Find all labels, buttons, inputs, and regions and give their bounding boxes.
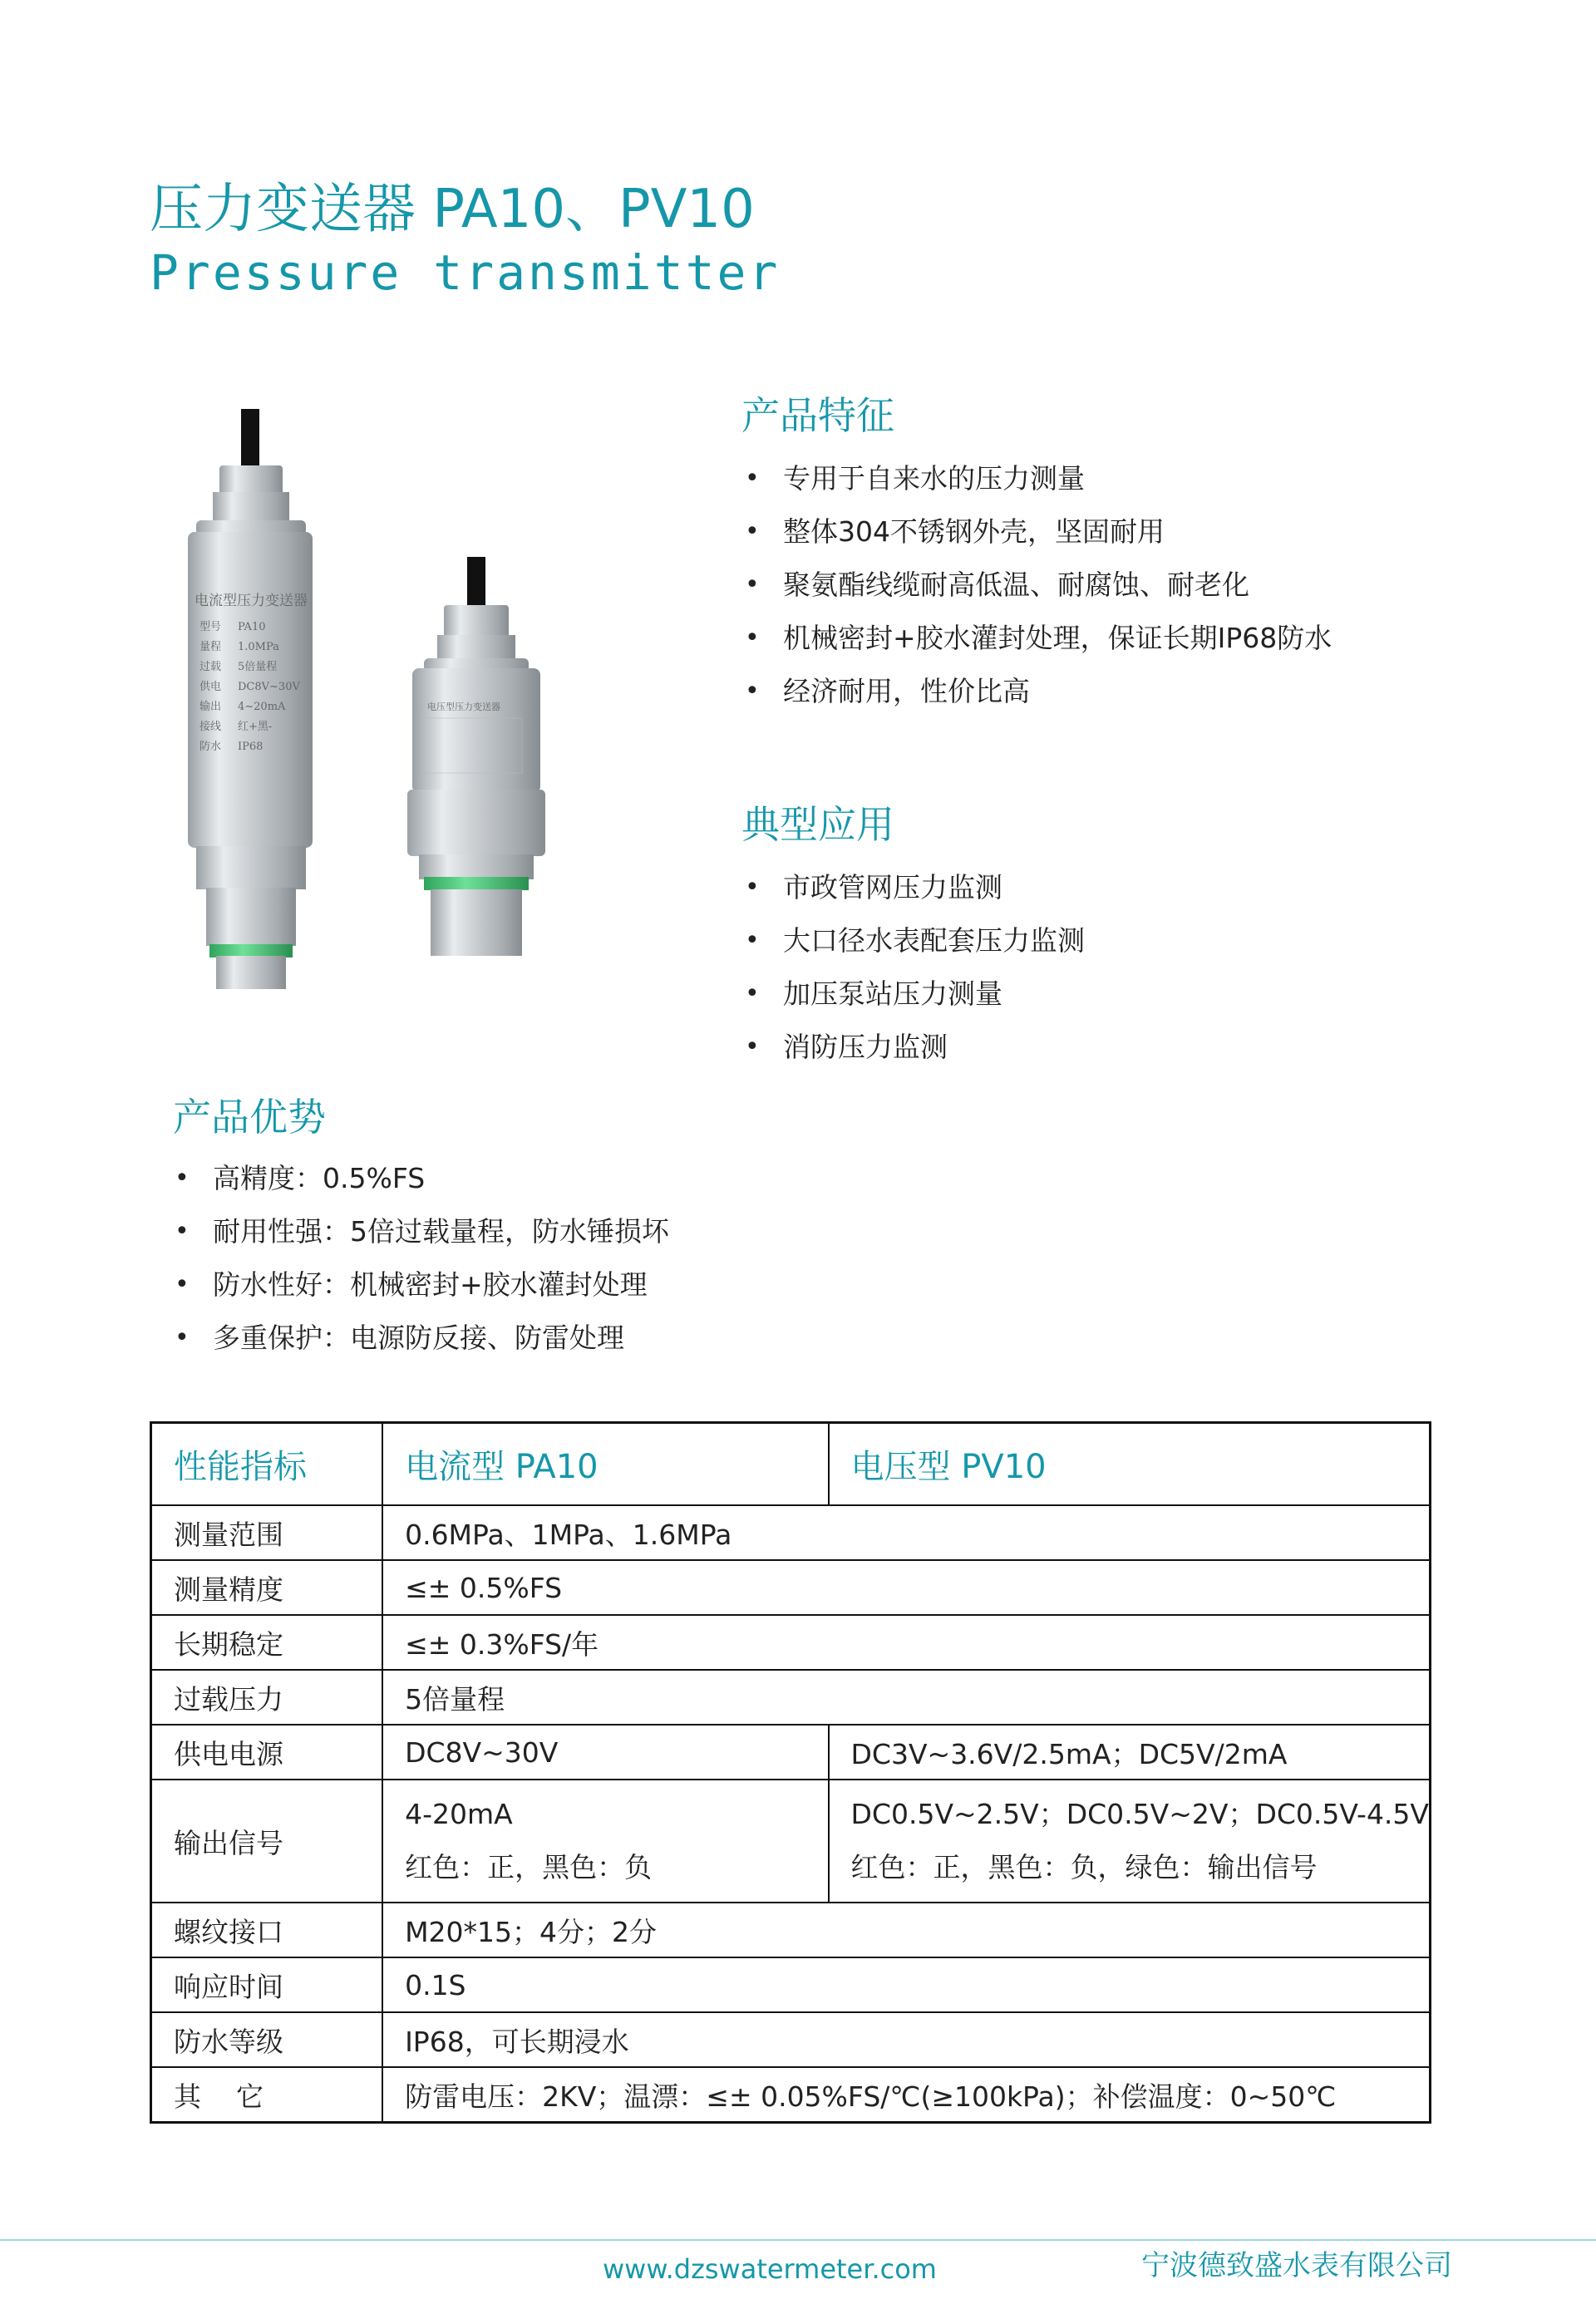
applications-heading: 典型应用 xyxy=(741,802,894,847)
row-value: 5倍量程 xyxy=(382,1670,1430,1725)
svg-text:IP68: IP68 xyxy=(238,741,264,753)
row-label: 测量范围 xyxy=(151,1505,383,1560)
svg-text:红+黑-: 红+黑- xyxy=(238,721,273,733)
row-value: 0.6MPa、1MPa、1.6MPa xyxy=(382,1505,1430,1560)
row-value-pv10 xyxy=(829,1780,1431,1903)
svg-text:供电: 供电 xyxy=(200,681,222,693)
list-item: • 耐用性强：5倍过载量程，防水锤损坏 xyxy=(175,1215,669,1248)
list-item: • 机械密封+胶水灌封处理，保证长期IP68防水 xyxy=(745,622,1332,654)
table-header-cell: 电流型 PA10 xyxy=(382,1423,828,1506)
list-item: • 多重保护：电源防反接、防雷处理 xyxy=(175,1322,624,1354)
footer-company-name: 宁波德致盛水表有限公司 xyxy=(1141,2249,1452,2282)
row-value: 0.1S xyxy=(382,1957,1430,2012)
row-value: ≤± 0.5%FS xyxy=(382,1560,1430,1615)
table-row xyxy=(151,1957,1431,2012)
row-value-pv10: DC3V~3.6V/2.5mA；DC5V/2mA xyxy=(829,1725,1431,1780)
list-item: • 经济耐用，性价比高 xyxy=(745,675,1030,707)
output-pv10-line2: 红色：正，黑色：负，绿色：输出信号 xyxy=(850,1851,1318,1883)
row-label: 长期稳定 xyxy=(151,1615,383,1670)
svg-text:接线: 接线 xyxy=(200,721,222,733)
applications-list xyxy=(741,861,1085,1074)
row-value: M20*15；4分；2分 xyxy=(382,1903,1430,1957)
svg-text:1.0MPa: 1.0MPa xyxy=(238,641,279,653)
svg-text:5倍量程: 5倍量程 xyxy=(238,661,278,673)
list-item: • 整体304不锈钢外壳，坚固耐用 xyxy=(745,515,1165,548)
table-header-row xyxy=(151,1423,1431,1506)
svg-text:4~20mA: 4~20mA xyxy=(238,701,286,713)
pv10-label-title: 电压型压力变送器 xyxy=(427,702,500,712)
page-title: 压力变送器 PA10、PV10 xyxy=(150,179,755,240)
table-row xyxy=(151,1505,1431,1560)
pa10-transmitter xyxy=(188,409,313,989)
row-value: IP68，可长期浸水 xyxy=(382,2012,1430,2067)
row-value-pa10 xyxy=(382,1780,828,1903)
list-item: • 专用于自来水的压力测量 xyxy=(745,462,1085,495)
list-item: • 大口径水表配套压力监测 xyxy=(745,924,1085,957)
table-header-cell: 电压型 PV10 xyxy=(829,1423,1431,1506)
row-label: 其 它 xyxy=(151,2067,383,2123)
row-label: 响应时间 xyxy=(151,1957,383,2012)
table-row xyxy=(151,1670,1431,1725)
row-label: 测量精度 xyxy=(151,1560,383,1615)
table-row xyxy=(151,2012,1431,2067)
table-header-cell: 性能指标 xyxy=(151,1423,383,1506)
table-row xyxy=(151,2067,1431,2123)
svg-text:PA10: PA10 xyxy=(238,621,266,633)
list-item: • 聚氨酯线缆耐高低温、耐腐蚀、耐老化 xyxy=(745,569,1249,601)
table-row xyxy=(151,1780,1431,1903)
output-pa10-line1: 4-20mA xyxy=(405,1798,513,1830)
list-item: • 加压泵站压力测量 xyxy=(745,977,1002,1010)
pv10-transmitter xyxy=(407,557,545,956)
advantages-heading: 产品优势 xyxy=(173,1095,326,1140)
spec-table xyxy=(150,1421,1431,2124)
row-value-pa10: DC8V~30V xyxy=(382,1725,828,1780)
row-label: 输出信号 xyxy=(151,1780,383,1903)
output-pa10-line2: 红色：正，黑色：负 xyxy=(405,1851,653,1883)
features-list xyxy=(741,452,1332,718)
row-label: 螺纹接口 xyxy=(151,1903,383,1957)
output-pv10-line1: DC0.5V~2.5V；DC0.5V~2V；DC0.5V-4.5V xyxy=(850,1798,1429,1830)
svg-text:输出: 输出 xyxy=(200,701,222,713)
list-item: • 高精度：0.5%FS xyxy=(175,1162,426,1194)
row-value: 防雷电压：2KV；温漂：≤± 0.05%FS/℃(≥100kPa)；补偿温度：0~50℃ xyxy=(382,2067,1430,2123)
table-row xyxy=(151,1560,1431,1615)
product-photo xyxy=(158,399,607,989)
pa10-label-title: 电流型压力变送器 xyxy=(195,593,308,609)
features-heading: 产品特征 xyxy=(741,393,894,438)
list-item: • 防水性好：机械密封+胶水灌封处理 xyxy=(175,1268,648,1301)
svg-text:过载: 过载 xyxy=(200,661,222,673)
page-subtitle: Pressure transmitter xyxy=(150,244,781,301)
table-row xyxy=(151,1615,1431,1670)
svg-text:量程: 量程 xyxy=(200,641,222,653)
svg-text:DC8V~30V: DC8V~30V xyxy=(238,681,300,693)
list-item: • 市政管网压力监测 xyxy=(745,871,1002,903)
footer-website-link[interactable]: www.dzswatermeter.com xyxy=(603,2253,937,2285)
row-label: 供电电源 xyxy=(151,1725,383,1780)
table-row xyxy=(151,1725,1431,1780)
row-label: 防水等级 xyxy=(151,2012,383,2067)
footer-divider xyxy=(0,2239,1596,2241)
row-value: ≤± 0.3%FS/年 xyxy=(382,1615,1430,1670)
svg-text:型号: 型号 xyxy=(200,621,222,633)
row-label: 过载压力 xyxy=(151,1670,383,1725)
advantages-list xyxy=(171,1152,669,1365)
table-row xyxy=(151,1903,1431,1957)
list-item: • 消防压力监测 xyxy=(745,1031,948,1063)
svg-text:防水: 防水 xyxy=(200,741,222,753)
